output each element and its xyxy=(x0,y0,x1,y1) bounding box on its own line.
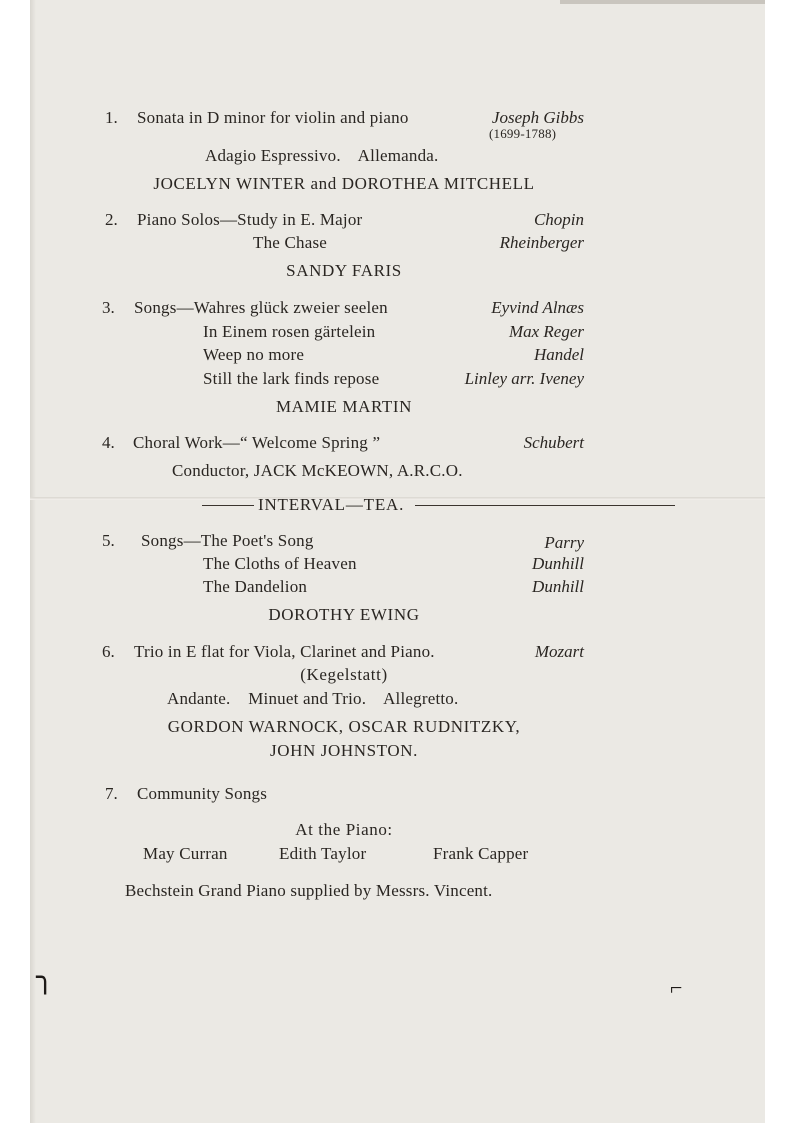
item-2-performers: SANDY FARIS xyxy=(286,261,402,280)
item-5-number: 5. xyxy=(102,531,115,550)
ink-mark-right: ⌐ xyxy=(670,975,683,1000)
item-1-title: Sonata in D minor for violin and piano xyxy=(137,108,409,127)
item-5-piece-1-composer: Parry xyxy=(544,533,584,552)
item-2-piece-1-composer: Chopin xyxy=(533,210,584,229)
programme-sheet xyxy=(30,0,765,1123)
item-6-composer: Mozart xyxy=(534,642,584,661)
item-3-piece-4-title: Still the lark finds repose xyxy=(203,369,380,388)
item-3-piece-1-composer: Eyvind Alnæs xyxy=(491,298,584,317)
item-3-performers: MAMIE MARTIN xyxy=(275,397,413,416)
item-1-performers: JOCELYN WINTER and DOROTHEA MITCHELL xyxy=(153,174,535,193)
item-2-piece-2-composer: Rheinberger xyxy=(499,233,584,252)
interval-label: INTERVAL—TEA. xyxy=(258,495,405,514)
item-1-composer: Joseph Gibbs xyxy=(491,108,584,127)
item-2-piece-2-title: The Chase xyxy=(253,233,328,252)
item-5-piece-3-title: The Dandelion xyxy=(203,577,308,596)
item-6-title: Trio in E flat for Viola, Clarinet and Piano. xyxy=(134,642,435,661)
item-6-subtitle: (Kegelstatt) xyxy=(300,665,388,684)
item-6-performers-line-2: JOHN JOHNSTON. xyxy=(270,741,418,760)
item-2-number: 2. xyxy=(105,210,118,229)
ink-mark-left: ╮ xyxy=(36,961,55,994)
item-3-piece-2-composer: Max Reger xyxy=(508,322,584,341)
item-3-piece-2-title: In Einem rosen gärtelein xyxy=(203,322,376,341)
top-edge-fold xyxy=(560,0,765,4)
piano-heading: At the Piano: xyxy=(295,820,393,839)
item-5-piece-2-title: The Cloths of Heaven xyxy=(203,554,357,573)
item-3-piece-1-title: Songs—Wahres glück zweier seelen xyxy=(134,298,388,317)
item-7-number: 7. xyxy=(105,784,118,803)
pianist-3: Frank Capper xyxy=(433,844,529,863)
item-5-piece-2-composer: Dunhill xyxy=(532,554,584,573)
paper-edge-shadow xyxy=(30,0,36,1123)
item-6-movements: Andante. Minuet and Trio. Allegretto. xyxy=(167,689,459,708)
item-5-performers: DOROTHY EWING xyxy=(268,605,420,624)
item-3-piece-3-title: Weep no more xyxy=(203,345,305,364)
pianist-2: Edith Taylor xyxy=(279,844,367,863)
item-4-title: Choral Work—“ Welcome Spring ” xyxy=(133,433,381,452)
interval-rule-left xyxy=(202,505,254,506)
item-1-movements: Adagio Espressivo. Allemanda. xyxy=(205,146,439,165)
footer-note: Bechstein Grand Piano supplied by Messrs. Vincent. xyxy=(125,881,493,900)
interval-rule-right xyxy=(415,505,675,506)
item-6-number: 6. xyxy=(102,642,115,661)
item-3-piece-3-composer: Handel xyxy=(533,345,584,364)
item-5-piece-1-title: Songs—The Poet's Song xyxy=(141,531,314,550)
item-3-number: 3. xyxy=(102,298,115,317)
item-4-composer: Schubert xyxy=(523,433,584,452)
item-7-title: Community Songs xyxy=(137,784,268,803)
item-6-performers-line-1: GORDON WARNOCK, OSCAR RUDNITZKY, xyxy=(167,717,521,736)
item-2-piece-1-title: Piano Solos—Study in E. Major xyxy=(137,210,363,229)
item-4-conductor: Conductor, JACK McKEOWN, A.R.C.O. xyxy=(172,461,463,480)
pianist-1: May Curran xyxy=(143,844,228,863)
item-3-piece-4-composer: Linley arr. Iveney xyxy=(464,369,584,388)
item-4-number: 4. xyxy=(102,433,115,452)
item-1-dates: (1699-1788) xyxy=(489,126,557,141)
item-5-piece-3-composer: Dunhill xyxy=(532,577,584,596)
item-1-number: 1. xyxy=(105,108,118,127)
